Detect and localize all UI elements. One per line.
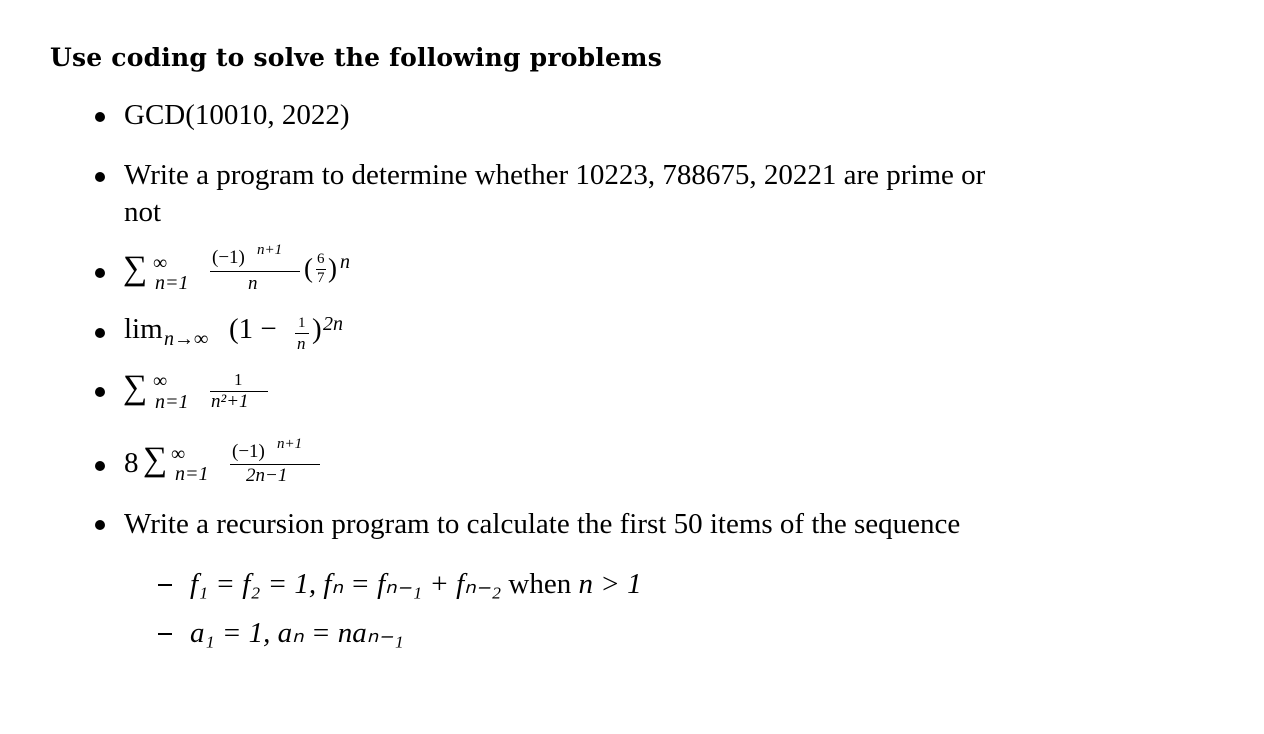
frac-numerator: 1	[234, 370, 243, 389]
sum-upper: ∞	[153, 370, 168, 392]
lim-open: (1 −	[229, 313, 277, 345]
sum-symbol: ∑	[123, 250, 148, 287]
paren-close: )	[328, 253, 337, 283]
sum-upper: ∞	[153, 252, 168, 274]
lim-exponent: 2n	[323, 313, 343, 335]
paren-open: (	[304, 253, 313, 283]
sub-item-dash	[158, 584, 172, 586]
sum-upper: ∞	[171, 443, 186, 465]
sum-symbol: ∑	[143, 441, 168, 478]
item-recursion: Write a recursion program to calculate the first 50 items of the sequence	[124, 508, 961, 540]
bullet	[95, 328, 105, 338]
fraction-bar	[210, 271, 300, 272]
lim-close: )	[312, 313, 322, 345]
frac-numerator-exp: n+1	[257, 242, 283, 258]
item-prime-line2: not	[124, 196, 162, 228]
bullet	[95, 172, 105, 182]
fib-when: when	[508, 568, 572, 600]
sub-item-dash	[158, 633, 172, 635]
lim-label: lim	[124, 313, 163, 345]
frac-numerator: (−1)	[212, 247, 245, 268]
sum-symbol: ∑	[123, 369, 148, 406]
fib-condition: n > 1	[578, 568, 642, 600]
sub-item-factorial: a₁ = 1, aₙ = naₙ₋₁	[190, 617, 404, 649]
bullet	[95, 268, 105, 278]
sum-lower: n=1	[155, 391, 189, 413]
lim-subscript: n→∞	[164, 328, 209, 350]
inner-frac-num: 6	[317, 251, 325, 267]
bullet	[95, 112, 105, 122]
lim-frac-num: 1	[298, 315, 306, 331]
bullet	[95, 387, 105, 397]
frac-denominator: 2n−1	[246, 465, 288, 486]
page-title: Use coding to solve the following problems	[50, 43, 662, 72]
fib-formula: f₁ = f₂ = 1, fₙ = fₙ₋₁ + fₙ₋₂	[190, 568, 502, 600]
coefficient: 8	[124, 447, 139, 479]
frac-denominator: n	[248, 273, 258, 294]
sub-item-fibonacci	[190, 566, 642, 602]
outer-exponent: n	[340, 251, 350, 273]
inner-frac-den: 7	[317, 270, 325, 286]
bullet	[95, 461, 105, 471]
sum-lower: n=1	[155, 272, 189, 294]
sum-lower: n=1	[175, 463, 209, 485]
lim-frac-den: n	[297, 334, 306, 353]
bullet	[95, 520, 105, 530]
frac-numerator: (−1)	[232, 441, 265, 462]
frac-denominator: n²+1	[211, 391, 249, 412]
item-prime-line1: Write a program to determine whether 10223, 788675, 20221 are prime or	[124, 159, 986, 191]
item-gcd: GCD(10010, 2022)	[124, 99, 350, 131]
frac-numerator-exp: n+1	[277, 436, 303, 452]
